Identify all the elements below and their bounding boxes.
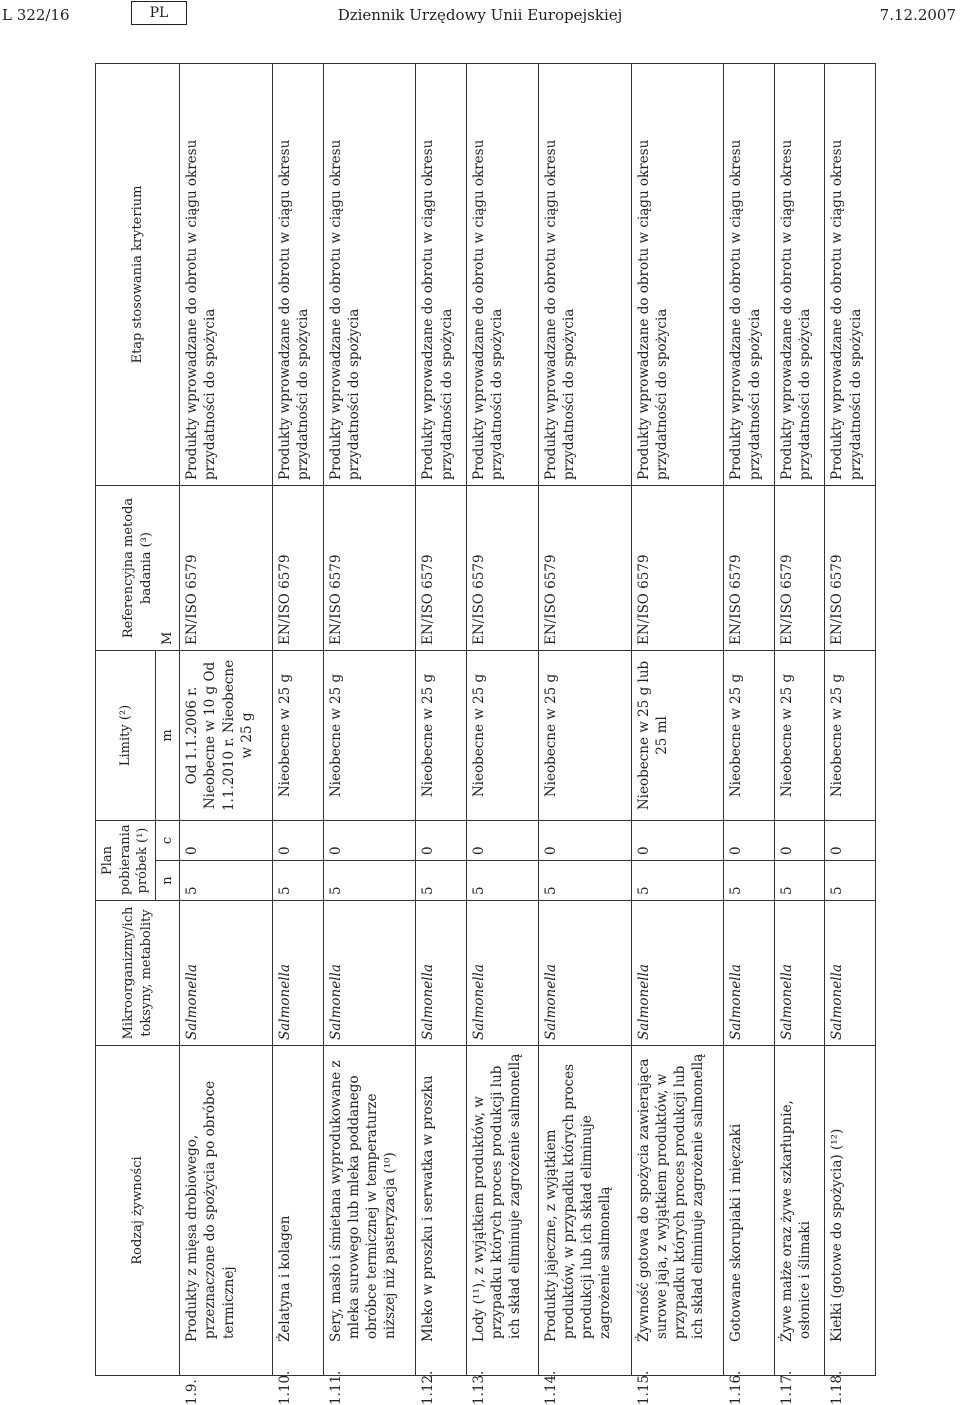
stage-cell: Produkty wprowadzane do obrotu w ciągu okresu przydatności do spożycia: [273, 63, 324, 485]
publication-date: 7.12.2007: [879, 6, 956, 24]
limit-cell: Nieobecne w 25 g: [825, 650, 876, 820]
food-cell: [466, 1046, 538, 1405]
n-cell: 5: [825, 861, 876, 901]
row-number: 1.14.: [542, 1370, 559, 1405]
c-cell: 0: [538, 820, 631, 860]
method-cell: EN/ISO 6579: [774, 485, 825, 650]
limit-cell: Nieobecne w 25 g: [774, 650, 825, 820]
method-cell: EN/ISO 6579: [416, 485, 467, 650]
row-number: 1.18.: [829, 1370, 846, 1405]
table-row: [825, 63, 876, 1375]
header-microorganisms: Mikroorganizmy/ich toksyny, metabolity: [96, 901, 180, 1046]
food-text: Kiełki (gotowe do spożycia) (¹²): [829, 1128, 846, 1342]
stage-cell: Produkty wprowadzane do obrotu w ciągu okresu przydatności do spożycia: [538, 63, 631, 485]
food-text: Żywność gotowa do spożycia zawierająca surowe jaja, z wyjątkiem produktów, w przypadku których proces produkcji lub ich skład eliminuje zagrożenie salmonellą: [635, 1053, 707, 1342]
method-cell: EN/ISO 6579: [538, 485, 631, 650]
food-cell: [180, 1046, 273, 1405]
n-cell: 5: [724, 861, 775, 901]
microorganism-cell: Salmonella: [538, 901, 631, 1046]
header-reference-method: Referencyjna metoda badania (³): [96, 485, 180, 650]
stage-cell: Produkty wprowadzane do obrotu w ciągu okresu przydatności do spożycia: [825, 63, 876, 485]
stage-cell: Produkty wprowadzane do obrotu w ciągu okresu przydatności do spożycia: [180, 63, 273, 485]
microorganism-cell: Salmonella: [180, 901, 273, 1046]
microorganism-cell: Salmonella: [416, 901, 467, 1046]
table-row: [323, 63, 416, 1375]
header-limits: Limity (²): [96, 650, 156, 820]
food-text: Mleko w proszku i serwatka w proszku: [420, 1075, 437, 1342]
stage-cell: Produkty wprowadzane do obrotu w ciągu okresu przydatności do spożycia: [724, 63, 775, 485]
limit-cell: Nieobecne w 25 g: [323, 650, 416, 820]
c-cell: 0: [273, 820, 324, 860]
row-number: 1.15.: [635, 1370, 652, 1405]
c-cell: 0: [774, 820, 825, 860]
row-number: 1.16.: [728, 1370, 745, 1405]
stage-cell: Produkty wprowadzane do obrotu w ciągu okresu przydatności do spożycia: [774, 63, 825, 485]
header-m-lower: m: [155, 650, 180, 820]
method-cell: EN/ISO 6579: [466, 485, 538, 650]
table-row: [774, 63, 825, 1375]
n-cell: 5: [180, 861, 273, 901]
microorganism-cell: Salmonella: [825, 901, 876, 1046]
n-cell: 5: [774, 861, 825, 901]
food-cell: [774, 1046, 825, 1405]
n-cell: 5: [538, 861, 631, 901]
food-cell: [323, 1046, 416, 1405]
limit-cell: Nieobecne w 25 g: [724, 650, 775, 820]
food-cell: [538, 1046, 631, 1405]
stage-cell: Produkty wprowadzane do obrotu w ciągu okresu przydatności do spożycia: [416, 63, 467, 485]
microorganism-cell: Salmonella: [466, 901, 538, 1046]
header-food-type: Rodzaj żywności: [96, 1046, 180, 1376]
page-header: [0, 0, 960, 34]
criteria-table-rotated: [95, 64, 876, 1405]
stage-cell: Produkty wprowadzane do obrotu w ciągu okresu przydatności do spożycia: [466, 63, 538, 485]
limit-cell: Nieobecne w 25 g: [538, 650, 631, 820]
food-text: Produkty z mięsa drobiowego, przeznaczone do spożycia po obróbce termicznej: [184, 1080, 237, 1342]
row-number: 1.10.: [277, 1370, 294, 1405]
header-stage: Etap stosowania kryterium: [96, 63, 180, 485]
criteria-table: Rodzaj żywności Mikroorganizmy/ich toksyny, metabolity Plan pobierania próbek (¹) Limity (²) Referencyjna metoda badania (³) Etap stosowania kryterium n c m M 1.9.Produkty z mięsa drobiowego, przeznaczone do spożycia po obróbce termicznej Salmonella 5 0 Od 1.1.2006 r. Nieobecne w 10 g Od 1.1.2010 r. Nieobecne w 25 g EN/ISO 6579 Produkty wprowadzane do obrotu w ciągu okresu przydatności do spożycia 1.10.Żelatyna i kolagen Salmonella 5 0 Nieobecne w 25 g EN/ISO 6579 Produkty wprowadzane do obrotu w ciągu okresu przydatności do spożycia 1.11.Sery, masło i śmietana wyprodukowane z mleka surowego lub mleka poddanego obróbce termicznej w temperaturze niższej niż pasteryzacja (¹⁰) Salmonella 5 0 Nieobecne w 25 g EN/ISO 6579 Produkty wprowadzane do obrotu w ciągu okresu przydatności do spożycia 1.12.Mleko w proszku i serwatka w proszku Salmonella 5 0 Nieobecne w 25 g EN/ISO 6579 Produkty wprowadzane do obrotu w ciągu okresu przydatności do spożycia 1.13.Lody (¹¹), z wyjątkiem produktów, w przypadku których proces produkcji lub ich skład eliminuje zagrożenie salmonellą Salmonella 5 0 Nieobecne w 25 g EN/ISO 6579 Produkty wprowadzane do obrotu w ciągu okresu przydatności do spożycia 1.14.Produkty jajeczne, z wyjątkiem produktów, w przypadku których proces produkcji lub ich skład eliminuje zagrożenie salmonellą Salmonella 5 0 Nieobecne w 25 g EN/ISO 6579 Produkty wprowadzane do obrotu w ciągu okresu przydatności do spożycia 1.15.Żywność gotowa do spożycia zawierająca surowe jaja, z wyjątkiem produktów, w przypadku których proces produkcji lub ich skład eliminuje zagrożenie salmonellą Salmonella 5 0 Nieobecne w 25 g lub 25 ml EN/ISO 6579 Produkty wprowadzane do obrotu w ciągu okresu przydatności do spożycia 1.16.Gotowane skorupiaki i mięczaki Salmonella 5 0 Nieobecne w 25 g EN/ISO 6579 Produkty wprowadzane do obrotu w ciągu okresu przydatności do spożycia 1.17.Żywe małże oraz żywe szkarłupnie, osłonice i ślimaki Salmonella 5 0 Nieobecne w 25 g EN/ISO 6579 Produkty wprowadzane do obrotu w ciągu okresu przydatności do spożycia 1.18.Kiełki (gotowe do spożycia) (¹²) Salmonella 5 0 Nieobecne w 25 g EN/ISO 6579 Produkty wprowadzane do obrotu w ciągu okresu przydatności do spożycia: [95, 63, 876, 1376]
language-badge: PL: [131, 1, 187, 25]
limit-cell: Nieobecne w 25 g: [416, 650, 467, 820]
n-cell: 5: [631, 861, 724, 901]
table-row: [466, 63, 538, 1375]
method-cell: EN/ISO 6579: [825, 485, 876, 650]
microorganism-cell: Salmonella: [774, 901, 825, 1046]
microorganism-cell: Salmonella: [273, 901, 324, 1046]
header-n: n: [155, 861, 180, 901]
c-cell: 0: [416, 820, 467, 860]
c-cell: 0: [724, 820, 775, 860]
c-cell: 0: [631, 820, 724, 860]
food-text: Gotowane skorupiaki i mięczaki: [728, 1123, 745, 1342]
microorganism-cell: Salmonella: [724, 901, 775, 1046]
method-cell: EN/ISO 6579: [724, 485, 775, 650]
n-cell: 5: [323, 861, 416, 901]
c-cell: 0: [180, 820, 273, 860]
table-row: [416, 63, 467, 1375]
c-cell: 0: [323, 820, 416, 860]
c-cell: 0: [466, 820, 538, 860]
row-number: 1.13.: [470, 1370, 487, 1405]
n-cell: 5: [466, 861, 538, 901]
stage-cell: Produkty wprowadzane do obrotu w ciągu okresu przydatności do spożycia: [631, 63, 724, 485]
method-cell: EN/ISO 6579: [631, 485, 724, 650]
method-cell: EN/ISO 6579: [323, 485, 416, 650]
food-text: Sery, masło i śmietana wyprodukowane z mleka surowego lub mleka poddanego obróbce termicznej w temperaturze niższej niż pasteryzacja (¹⁰): [327, 1060, 399, 1342]
microorganism-cell: Salmonella: [323, 901, 416, 1046]
food-text: Produkty jajeczne, z wyjątkiem produktów, w przypadku których proces produkcji lub ich skład eliminuje zagrożenie salmonellą: [542, 1063, 614, 1342]
table-row: [180, 63, 273, 1375]
limit-cell: Nieobecne w 25 g lub 25 ml: [631, 650, 724, 820]
method-cell: EN/ISO 6579: [180, 485, 273, 650]
header-sampling-plan: Plan pobierania próbek (¹): [96, 820, 156, 900]
food-text: Żywe małże oraz żywe szkarłupnie, osłonice i ślimaki: [778, 1100, 814, 1342]
food-cell: [416, 1046, 467, 1405]
food-cell: [273, 1046, 324, 1405]
n-cell: 5: [416, 861, 467, 901]
method-cell: EN/ISO 6579: [273, 485, 324, 650]
limit-cell: Nieobecne w 25 g: [273, 650, 324, 820]
table-row: [273, 63, 324, 1375]
limit-cell: Nieobecne w 25 g: [466, 650, 538, 820]
food-text: Lody (¹¹), z wyjątkiem produktów, w przypadku których proces produkcji lub ich skład eliminuje zagrożenie salmonellą: [470, 1053, 524, 1342]
page-reference: L 322/16: [2, 6, 70, 24]
journal-title: Dziennik Urzędowy Unii Europejskiej: [337, 6, 623, 24]
food-cell: [825, 1046, 876, 1405]
row-number: 1.11.: [327, 1370, 344, 1405]
food-cell: [724, 1046, 775, 1405]
food-cell: [631, 1046, 724, 1405]
header-c: c: [155, 820, 180, 860]
table-row: [538, 63, 631, 1375]
food-text: Żelatyna i kolagen: [277, 1215, 294, 1342]
row-number: 1.12.: [420, 1370, 437, 1405]
stage-cell: Produkty wprowadzane do obrotu w ciągu okresu przydatności do spożycia: [323, 63, 416, 485]
row-number: 1.9.: [184, 1379, 201, 1405]
table-row: [724, 63, 775, 1375]
row-number: 1.17.: [778, 1370, 795, 1405]
limit-cell: Od 1.1.2006 r. Nieobecne w 10 g Od 1.1.2010 r. Nieobecne w 25 g: [180, 650, 273, 820]
c-cell: 0: [825, 820, 876, 860]
microorganism-cell: Salmonella: [631, 901, 724, 1046]
table-row: [631, 63, 724, 1375]
n-cell: 5: [273, 861, 324, 901]
